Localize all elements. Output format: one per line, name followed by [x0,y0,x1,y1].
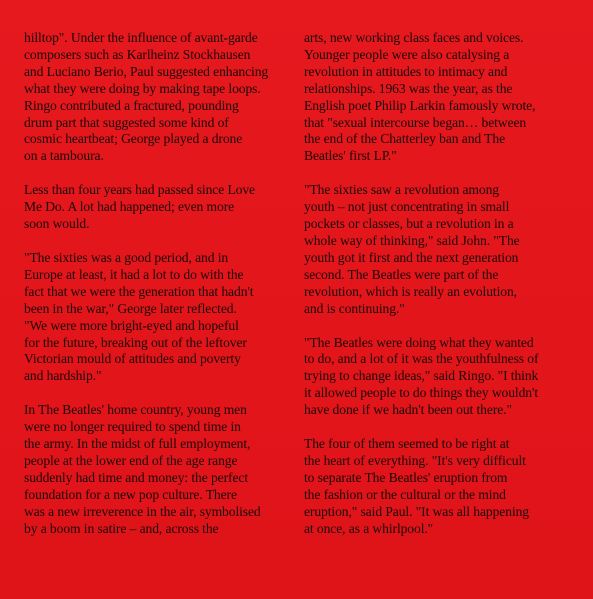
paragraph: "The Beatles were doing what they wanted to do, and a lot of it was the youthfulness of trying to change ideas," said Ringo. "I think it allowed people to do things they wouldn't have done if we hadn't been out there." [304,334,539,418]
paragraph: Less than four years had passed since Love Me Do. A lot had happened; even more soon would. [24,182,255,232]
paragraph: The four of them seemed to be right at the heart of everything. "It's very difficult to separate The Beatles' eruption from the fashion or the cultural or the mind eruption," said Paul. "It was all happening at once, as a whirlpool." [304,436,530,536]
left-text-column [24,30,292,554]
right-text-column [304,30,572,554]
paragraph: arts, new working class faces and voices. Younger people were also catalysing a revolution in attitudes to intimacy and relationships. 1963 was the year, as the English poet Philip Larkin famously wrote, that "sexual intercourse began… between the end of the Chatterley ban and The Beatles' first LP." [304,30,536,164]
paragraph: In The Beatles' home country, young men were no longer required to spend time in the army. In the midst of full employment, people at the lower end of the age range suddenly had time and money: the perfect foundation for a new pop culture. There was a new irreverence in the air, symbolised by a boom in satire – and, across the [24,402,261,536]
paragraph: "The sixties was a good period, and in Europe at least, it had a lot to do with the fact that we were the generation that hadn't been in the war," George later reflected. "We were more bright-eyed and hopeful for the future, breaking out of the leftover Victorian mould of attitudes and poverty and hardship." [24,249,254,384]
paragraph: hilltop". Under the influence of avant-garde composers such as Karlheinz Stockhausen and Luciano Berio, Paul suggested enhancing what they were doing by making tape loops. Ringo contributed a fractured, pounding drum part that suggested some kind of cosmic heartbeat; George played a drone on a tamboura. [24,30,269,164]
paragraph: "The sixties saw a revolution among youth – not just concentrating in small pockets or classes, but a revolution in a whole way of thinking," said John. "The youth got it first and the next generation second. The Beatles were part of the revolution, which is really an evolution, and is continuing." [304,182,520,316]
